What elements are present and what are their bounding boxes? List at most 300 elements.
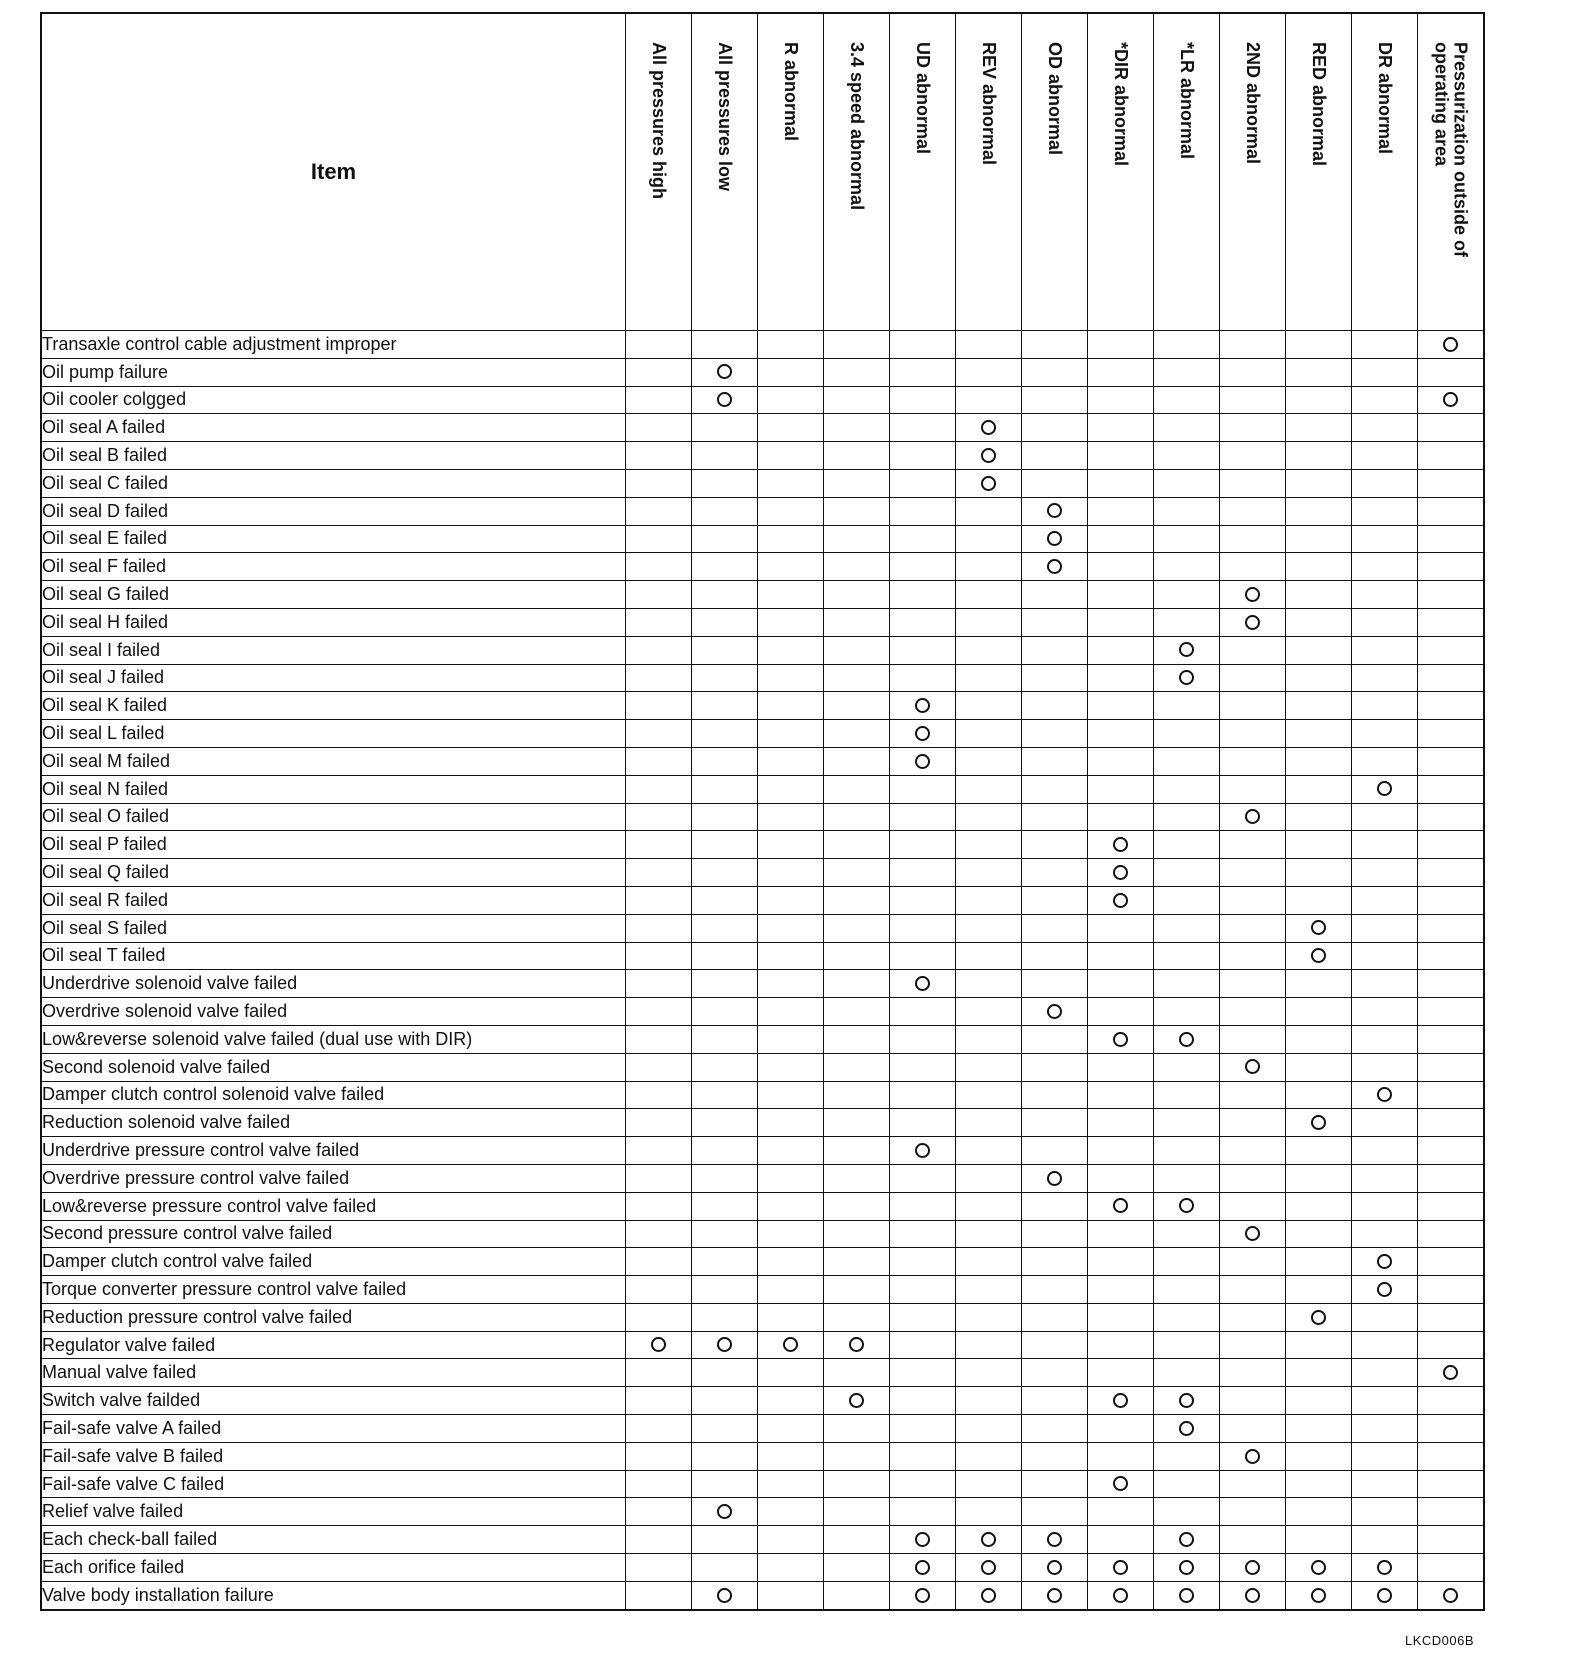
mark-cell — [824, 1470, 890, 1498]
column-header-label: All pressures low — [715, 42, 735, 192]
item-label: Oil seal A failed — [41, 414, 626, 442]
mark-cell — [1286, 664, 1352, 692]
mark-cell — [1022, 1359, 1088, 1387]
table-row — [41, 608, 1484, 636]
mark-cell — [692, 803, 758, 831]
mark-cell — [890, 469, 956, 497]
mark-cell — [626, 859, 692, 887]
circle-mark-icon — [915, 1588, 930, 1603]
mark-cell — [1022, 886, 1088, 914]
table-row — [41, 1554, 1484, 1582]
mark-cell — [692, 414, 758, 442]
mark-cell — [1418, 1581, 1485, 1609]
mark-cell — [1088, 803, 1154, 831]
mark-cell — [692, 469, 758, 497]
item-label: Relief valve failed — [41, 1498, 626, 1526]
mark-cell — [1418, 469, 1485, 497]
column-header-label: RED abnormal — [1309, 42, 1329, 167]
mark-cell — [692, 775, 758, 803]
mark-cell — [1154, 1220, 1220, 1248]
mark-cell — [824, 469, 890, 497]
mark-cell — [824, 1276, 890, 1304]
mark-cell — [758, 358, 824, 386]
circle-mark-icon — [1113, 1032, 1128, 1047]
mark-cell — [824, 331, 890, 359]
column-header-label: *LR abnormal — [1177, 42, 1197, 160]
mark-cell — [1418, 1109, 1485, 1137]
mark-cell — [1220, 1276, 1286, 1304]
mark-cell — [626, 998, 692, 1026]
mark-cell — [1022, 386, 1088, 414]
circle-mark-icon — [1047, 559, 1062, 574]
mark-cell — [1220, 608, 1286, 636]
mark-cell — [1352, 331, 1418, 359]
mark-cell — [1352, 1359, 1418, 1387]
mark-cell — [1088, 1331, 1154, 1359]
mark-cell — [1418, 1164, 1485, 1192]
mark-cell — [692, 1470, 758, 1498]
mark-cell — [758, 1053, 824, 1081]
mark-cell — [1286, 831, 1352, 859]
circle-mark-icon — [1443, 392, 1458, 407]
mark-cell — [758, 525, 824, 553]
mark-cell — [626, 386, 692, 414]
table-row — [41, 1359, 1484, 1387]
mark-cell — [824, 1387, 890, 1415]
mark-cell — [692, 942, 758, 970]
mark-cell — [1286, 469, 1352, 497]
mark-cell — [1286, 1442, 1352, 1470]
table-row — [41, 831, 1484, 859]
circle-mark-icon — [1377, 1282, 1392, 1297]
mark-cell — [758, 1442, 824, 1470]
mark-cell — [1154, 1081, 1220, 1109]
mark-cell — [626, 442, 692, 470]
item-label: Oil seal F failed — [41, 553, 626, 581]
mark-cell — [1220, 525, 1286, 553]
mark-cell — [1286, 1359, 1352, 1387]
table-row — [41, 636, 1484, 664]
mark-cell — [1286, 1470, 1352, 1498]
mark-cell — [1220, 747, 1286, 775]
mark-cell — [758, 664, 824, 692]
circle-mark-icon — [915, 1143, 930, 1158]
table-row — [41, 1470, 1484, 1498]
mark-cell — [1220, 414, 1286, 442]
circle-mark-icon — [1311, 1560, 1326, 1575]
mark-cell — [626, 1581, 692, 1609]
mark-cell — [1154, 331, 1220, 359]
column-header — [692, 13, 758, 331]
mark-cell — [1418, 914, 1485, 942]
mark-cell — [1220, 1164, 1286, 1192]
mark-cell — [1418, 859, 1485, 887]
mark-cell — [626, 1415, 692, 1443]
mark-cell — [1418, 1526, 1485, 1554]
mark-cell — [890, 1554, 956, 1582]
mark-cell — [956, 358, 1022, 386]
mark-cell — [626, 720, 692, 748]
item-label: Valve body installation failure — [41, 1581, 626, 1609]
mark-cell — [626, 1248, 692, 1276]
mark-cell — [692, 1415, 758, 1443]
circle-mark-icon — [1113, 1476, 1128, 1491]
table-row — [41, 1581, 1484, 1609]
mark-cell — [1154, 358, 1220, 386]
mark-cell — [890, 525, 956, 553]
mark-cell — [1220, 664, 1286, 692]
mark-cell — [956, 636, 1022, 664]
mark-cell — [1154, 720, 1220, 748]
mark-cell — [692, 970, 758, 998]
mark-cell — [626, 942, 692, 970]
mark-cell — [1286, 442, 1352, 470]
mark-cell — [1352, 1470, 1418, 1498]
mark-cell — [1022, 1192, 1088, 1220]
mark-cell — [1088, 1554, 1154, 1582]
mark-cell — [1352, 553, 1418, 581]
mark-cell — [956, 1025, 1022, 1053]
mark-cell — [626, 1442, 692, 1470]
mark-cell — [1154, 831, 1220, 859]
circle-mark-icon — [849, 1337, 864, 1352]
item-label: Regulator valve failed — [41, 1331, 626, 1359]
mark-cell — [1154, 1331, 1220, 1359]
mark-cell — [1220, 1053, 1286, 1081]
mark-cell — [1352, 831, 1418, 859]
mark-cell — [1418, 998, 1485, 1026]
item-label: Oil seal G failed — [41, 581, 626, 609]
mark-cell — [758, 692, 824, 720]
mark-cell — [1088, 1498, 1154, 1526]
mark-cell — [692, 831, 758, 859]
table-row — [41, 581, 1484, 609]
table-row — [41, 886, 1484, 914]
mark-cell — [1286, 1109, 1352, 1137]
mark-cell — [1220, 775, 1286, 803]
mark-cell — [758, 1498, 824, 1526]
mark-cell — [1154, 497, 1220, 525]
mark-cell — [1022, 1526, 1088, 1554]
mark-cell — [626, 1554, 692, 1582]
mark-cell — [956, 859, 1022, 887]
mark-cell — [1418, 1220, 1485, 1248]
mark-cell — [626, 525, 692, 553]
mark-cell — [1022, 331, 1088, 359]
mark-cell — [1418, 636, 1485, 664]
mark-cell — [1352, 1331, 1418, 1359]
mark-cell — [1088, 608, 1154, 636]
mark-cell — [824, 970, 890, 998]
mark-cell — [956, 803, 1022, 831]
mark-cell — [758, 803, 824, 831]
table-row — [41, 692, 1484, 720]
mark-cell — [1088, 775, 1154, 803]
mark-cell — [1088, 664, 1154, 692]
mark-cell — [692, 1581, 758, 1609]
matrix-body — [41, 331, 1484, 1610]
mark-cell — [758, 831, 824, 859]
mark-cell — [626, 1081, 692, 1109]
mark-cell — [890, 886, 956, 914]
circle-mark-icon — [1047, 531, 1062, 546]
mark-cell — [824, 1248, 890, 1276]
mark-cell — [824, 1526, 890, 1554]
mark-cell — [890, 636, 956, 664]
item-label: Fail-safe valve B failed — [41, 1442, 626, 1470]
item-label: Oil seal S failed — [41, 914, 626, 942]
mark-cell — [758, 1303, 824, 1331]
mark-cell — [1154, 1276, 1220, 1304]
mark-cell — [1088, 525, 1154, 553]
mark-cell — [956, 442, 1022, 470]
mark-cell — [1286, 775, 1352, 803]
mark-cell — [824, 775, 890, 803]
mark-cell — [890, 1081, 956, 1109]
mark-cell — [758, 469, 824, 497]
mark-cell — [1022, 636, 1088, 664]
mark-cell — [956, 1442, 1022, 1470]
item-label: Oil seal C failed — [41, 469, 626, 497]
table-row — [41, 1331, 1484, 1359]
mark-cell — [1352, 581, 1418, 609]
mark-cell — [692, 608, 758, 636]
mark-cell — [1286, 886, 1352, 914]
circle-mark-icon — [1179, 1032, 1194, 1047]
mark-cell — [1154, 998, 1220, 1026]
mark-cell — [1352, 608, 1418, 636]
mark-cell — [1418, 831, 1485, 859]
mark-cell — [1352, 942, 1418, 970]
mark-cell — [1352, 1164, 1418, 1192]
mark-cell — [692, 1081, 758, 1109]
mark-cell — [692, 1220, 758, 1248]
mark-cell — [1154, 608, 1220, 636]
column-header-label: Pressurization outside of operating area — [1431, 42, 1471, 258]
mark-cell — [1220, 1442, 1286, 1470]
mark-cell — [1154, 1359, 1220, 1387]
mark-cell — [1220, 1192, 1286, 1220]
mark-cell — [626, 692, 692, 720]
mark-cell — [692, 358, 758, 386]
mark-cell — [824, 886, 890, 914]
mark-cell — [758, 747, 824, 775]
mark-cell — [890, 942, 956, 970]
table-row — [41, 859, 1484, 887]
mark-cell — [1220, 914, 1286, 942]
mark-cell — [692, 553, 758, 581]
circle-mark-icon — [1113, 837, 1128, 852]
header-row — [41, 13, 1484, 331]
circle-mark-icon — [849, 1393, 864, 1408]
mark-cell — [824, 803, 890, 831]
item-label: Oil seal D failed — [41, 497, 626, 525]
table-row — [41, 1192, 1484, 1220]
mark-cell — [1286, 581, 1352, 609]
item-label: Second solenoid valve failed — [41, 1053, 626, 1081]
item-label: Each check-ball failed — [41, 1526, 626, 1554]
mark-cell — [626, 469, 692, 497]
mark-cell — [1220, 1526, 1286, 1554]
mark-cell — [890, 1220, 956, 1248]
mark-cell — [1418, 1248, 1485, 1276]
mark-cell — [890, 331, 956, 359]
mark-cell — [824, 386, 890, 414]
mark-cell — [692, 914, 758, 942]
circle-mark-icon — [1245, 587, 1260, 602]
mark-cell — [1286, 1498, 1352, 1526]
mark-cell — [1418, 386, 1485, 414]
mark-cell — [956, 1220, 1022, 1248]
mark-cell — [890, 581, 956, 609]
mark-cell — [1286, 553, 1352, 581]
mark-cell — [626, 775, 692, 803]
mark-cell — [1220, 1220, 1286, 1248]
mark-cell — [1022, 608, 1088, 636]
table-row — [41, 1025, 1484, 1053]
mark-cell — [824, 747, 890, 775]
mark-cell — [824, 1415, 890, 1443]
mark-cell — [758, 1276, 824, 1304]
circle-mark-icon — [1245, 809, 1260, 824]
table-row — [41, 720, 1484, 748]
mark-cell — [1352, 1081, 1418, 1109]
mark-cell — [1022, 1137, 1088, 1165]
mark-cell — [692, 1053, 758, 1081]
mark-cell — [1022, 1164, 1088, 1192]
mark-cell — [626, 1331, 692, 1359]
mark-cell — [1286, 1192, 1352, 1220]
circle-mark-icon — [1311, 1588, 1326, 1603]
mark-cell — [890, 414, 956, 442]
column-header-label: *DIR abnormal — [1111, 42, 1131, 167]
circle-mark-icon — [1179, 1560, 1194, 1575]
mark-cell — [1286, 859, 1352, 887]
mark-cell — [1418, 331, 1485, 359]
mark-cell — [890, 1248, 956, 1276]
mark-cell — [1022, 692, 1088, 720]
mark-cell — [758, 1415, 824, 1443]
mark-cell — [1352, 970, 1418, 998]
mark-cell — [1088, 1053, 1154, 1081]
mark-cell — [1286, 1081, 1352, 1109]
mark-cell — [1286, 636, 1352, 664]
mark-cell — [956, 831, 1022, 859]
mark-cell — [1088, 1442, 1154, 1470]
circle-mark-icon — [1047, 1171, 1062, 1186]
mark-cell — [1022, 1248, 1088, 1276]
mark-cell — [1352, 859, 1418, 887]
table-row — [41, 1220, 1484, 1248]
mark-cell — [626, 581, 692, 609]
item-label: Oil seal Q failed — [41, 859, 626, 887]
mark-cell — [692, 1554, 758, 1582]
mark-cell — [758, 1081, 824, 1109]
mark-cell — [1088, 414, 1154, 442]
item-label: Each orifice failed — [41, 1554, 626, 1582]
table-row — [41, 1387, 1484, 1415]
column-header — [1022, 13, 1088, 331]
mark-cell — [956, 720, 1022, 748]
mark-cell — [758, 1526, 824, 1554]
mark-cell — [692, 886, 758, 914]
mark-cell — [956, 664, 1022, 692]
mark-cell — [1286, 998, 1352, 1026]
mark-cell — [956, 1137, 1022, 1165]
circle-mark-icon — [1113, 1393, 1128, 1408]
mark-cell — [1286, 747, 1352, 775]
circle-mark-icon — [1179, 642, 1194, 657]
mark-cell — [1220, 442, 1286, 470]
mark-cell — [1286, 358, 1352, 386]
item-label: Second pressure control valve failed — [41, 1220, 626, 1248]
mark-cell — [1154, 775, 1220, 803]
mark-cell — [1154, 970, 1220, 998]
mark-cell — [1352, 1415, 1418, 1443]
troubleshooting-matrix — [40, 12, 1485, 1611]
mark-cell — [1154, 581, 1220, 609]
mark-cell — [1418, 942, 1485, 970]
mark-cell — [824, 636, 890, 664]
mark-cell — [1418, 886, 1485, 914]
mark-cell — [1088, 859, 1154, 887]
circle-mark-icon — [1245, 1226, 1260, 1241]
mark-cell — [1022, 1081, 1088, 1109]
column-header — [956, 13, 1022, 331]
circle-mark-icon — [1047, 1588, 1062, 1603]
circle-mark-icon — [1179, 1588, 1194, 1603]
item-label: Overdrive solenoid valve failed — [41, 998, 626, 1026]
mark-cell — [824, 1303, 890, 1331]
item-label: Oil seal R failed — [41, 886, 626, 914]
mark-cell — [692, 386, 758, 414]
mark-cell — [1220, 998, 1286, 1026]
mark-cell — [890, 1442, 956, 1470]
mark-cell — [956, 414, 1022, 442]
circle-mark-icon — [717, 1337, 732, 1352]
table-row — [41, 358, 1484, 386]
mark-cell — [824, 553, 890, 581]
item-label: Low&reverse pressure control valve failed — [41, 1192, 626, 1220]
circle-mark-icon — [1311, 948, 1326, 963]
table-row — [41, 803, 1484, 831]
mark-cell — [626, 608, 692, 636]
mark-cell — [824, 998, 890, 1026]
item-label: Oil seal P failed — [41, 831, 626, 859]
mark-cell — [1418, 664, 1485, 692]
mark-cell — [890, 692, 956, 720]
mark-cell — [1220, 1581, 1286, 1609]
mark-cell — [890, 442, 956, 470]
item-label: Manual valve failed — [41, 1359, 626, 1387]
mark-cell — [758, 636, 824, 664]
circle-mark-icon — [1311, 1310, 1326, 1325]
mark-cell — [1088, 720, 1154, 748]
mark-cell — [956, 747, 1022, 775]
mark-cell — [890, 1109, 956, 1137]
mark-cell — [1022, 859, 1088, 887]
mark-cell — [626, 1220, 692, 1248]
mark-cell — [1286, 1248, 1352, 1276]
mark-cell — [824, 1164, 890, 1192]
mark-cell — [758, 914, 824, 942]
mark-cell — [1418, 581, 1485, 609]
mark-cell — [626, 414, 692, 442]
mark-cell — [956, 692, 1022, 720]
mark-cell — [1022, 998, 1088, 1026]
mark-cell — [758, 775, 824, 803]
circle-mark-icon — [915, 976, 930, 991]
